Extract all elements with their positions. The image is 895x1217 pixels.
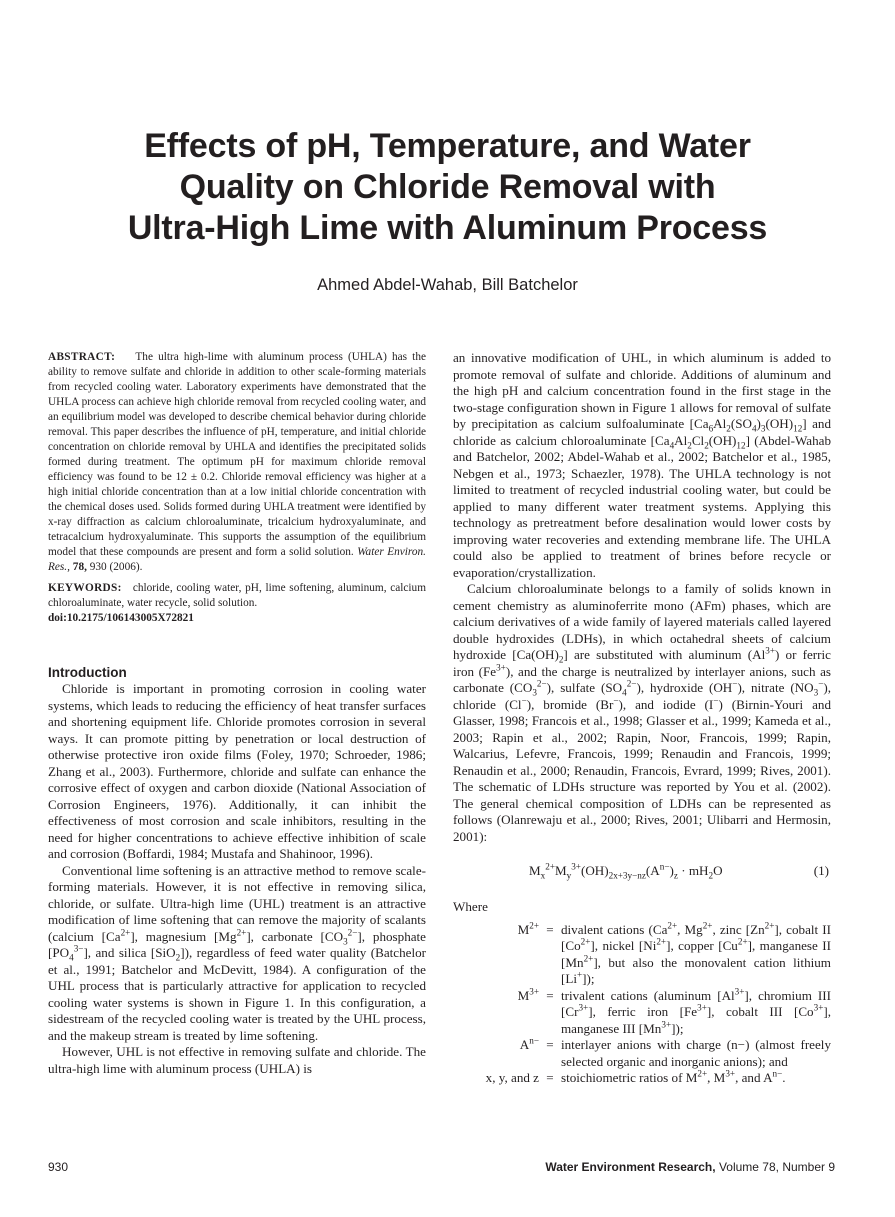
definition-symbol: $A^{n-}$ [519,1035,539,1052]
right-p2-text: ), nitrate (NO [737,680,814,695]
right-p1-text: (OH) [765,416,794,431]
intro-paragraph-1: Chloride is important in promoting corrosion in cooling water systems, which leads to reducing the efficiency of heat transfer surfaces and shortening equipment life. Chloride promotes corrosion in several ways. It can promote pitting by penetration or local destruction of otherwise protective iron oxide films (Foley, 1970; Schroeder, 1986; Zhang et al., 2003). Furthermore, chloride and sulfate can enhance the corrosive effect of oxygen and carbon dioxide (National Association of Corrosion Engineers, 1976). Additionally, it can inhibit the effectiveness of most corrosion and scale inhibitors, resulting in the need for higher concentrations to achieve effective inhibition of scale and corrosion (Boffardi, 1984; Mustafa and Shahinoor, 1996). [48,681,426,861]
equation-1 [453,863,831,883]
definition-text: stoichiometric ratios of $M^{2+}$, $M^{3+}$, and $A^{n-}$. [561,1068,786,1085]
right-p1-text: an innovative modification of UHL, in which aluminum is added to promote removal of sulfate and chloride. Additions of aluminum and the high pH and calcium concentration found in the first stage in the two-stage configuration shown in Figure 1 allows for removal of sulfate by precipitation as calcium sulfoaluminate [Ca [453,350,831,431]
equation-number: (1) [813,863,829,878]
doi: doi:10.2175/106143005X72821 [48,612,194,624]
intro-p2-text: ], carbonate [CO [246,928,344,944]
paper-title [40,126,855,249]
right-p2-text: ), sulfate (SO [546,680,623,695]
equals-sign: = [546,987,554,1003]
title-line-2: Quality on Chloride Removal with [179,168,716,206]
intro-paragraph-3: However, UHL is not effective in removing sulfate and chloride. The ultra-high lime with aluminum process (UHLA) is [48,1044,426,1076]
citation-journal: Water Environ. Res., [48,546,426,573]
definition-row [453,988,831,1038]
right-p1-text: (SO [730,416,752,431]
title-line-1: Effects of pH, Temperature, and Water [144,127,751,165]
right-p2-text: ) (Birnin-Youri and Glasser, 1998; Francois et al., 1998; Glasser et al., 1999; Kameda et al., 2003; Rapin et al., 2002; Rapin, Noor, Francois, 1999; Rapin, Walcarius, Lefevre, Francois, 1999; Renaudin and Francois, 1999; Renaudin et al., 2000; Renaudin, Francois, Evrard, 1999; Rives, 2001). The schematic of LDHs structure was reported by You et al. (2002). The general chemical composition of LDHs can be represented as follows (Olanrewaju et al., 2000; Rives, 2001; Ulibarri and Hermosin, 2001): [453,696,831,844]
keywords-label: KEYWORDS: [48,582,122,594]
intro-p2-text: ], and silica [SiO [83,945,176,960]
right-p2-text: ) or ferric iron (Fe [453,647,831,679]
definition-text: interlayer anions with charge (n−) (almost freely selected organic and inorganic anions); and [561,1037,831,1069]
right-p1-text: (OH) [708,432,737,448]
journal-issue: Volume 78, Number 9 [718,1160,835,1174]
right-paragraph-1: an innovative modification of UHL, in which aluminum is added to promote removal of sulfate and chloride. Additions of aluminum and the high pH and calcium concentration found in the first stage in the two-stage configuration shown in Figure 1 allows for removal of sulfate by precipitation as calcium sulfoaluminate $[Ca_6Al_2(SO_4)_3(OH)_{12}]$ and chloride as calcium chloroaluminate $[Ca_4Al_2Cl_2(OH)_{12}]$ (Abdel-Wahab and Batchelor, 2002; Abdel-Wahab et al., 2002; Batchelor et al., 1985, Nebgen et al., 1973; Schaezler, 1978). The UHLA technology is not limited to treatment of recycled industrial cooling water, but could be applied to many different water treatment systems. Applying this technology as pretreatment before desalination would lower costs by improving water recoveries and extending membrane life. The UHLA could also be applied to treatment of brines before recycle or evaporation/crystallization. [453,350,831,580]
citation-pages: 930 (2006). [89,561,143,573]
definition-text: divalent cations ($Ca^{2+}$, $Mg^{2+}$, zinc $[Zn^{2+}]$, cobalt II $[Co^{2+}]$, nickel $[Ni^{2+}]$, copper $[Cu^{2+}]$, manganese II $[Mn^{2+}]$, but also the monovalent cation lithium [Li+]); [561,920,831,986]
right-p2-text: ), bromide (Br [526,696,614,712]
abstract-paragraph [48,350,426,575]
definition-symbol: $M^{3+}$ [517,986,539,1003]
right-p2-text: ), and the charge is neutralized by interlayer anions, such as carbonate (CO [453,663,831,695]
journal-footer [545,1160,835,1174]
intro-p2-text: Conventional lime softening is an attractive method to remove scale-forming materials. However, it is not effective in removing silica, chloride, or sulfate. Ultra-high lime (UHL) treatment is an attractive modification of lime softening that can remove the majority of scalants (calcium [Ca [48,862,426,944]
where-label: Where [453,899,488,914]
right-p1-text: ] (Abdel-Wahab and Batchelor, 2002; Abdel-Wahab et al., 2002; Batchelor et al., 1985, Nebgen et al., 1973; Schaezler, 1978). The UHLA technology is not limited to treatment of recycled industrial cooling water, but could be applied to many different water treatment systems. Applying this technology as pretreatment before desalination would lower costs by improving water recoveries and extending membrane life. The UHLA could also be applied to treatment of brines before recycle or evaporation/crystallization. [453,432,831,580]
right-p1-text: Al [674,432,688,448]
definition-symbol: $M^{2+}$ [517,920,539,937]
right-p1-text: ) [756,416,761,431]
citation-volume: 78, [72,561,87,573]
keywords-text: chloride, cooling water, pH, lime softening, aluminum, calcium chloroaluminate, water recycle, solid solution. [48,582,426,609]
right-p1-text: Cl [691,432,705,448]
author-list: Ahmed Abdel-Wahab, Bill Batchelor [317,276,578,294]
definition-symbol: x, y, and z [485,1070,539,1085]
equals-sign: = [546,1037,554,1052]
introduction-section [48,664,426,1077]
right-p2-text: ] are substituted with aluminum (Al [563,647,766,662]
intro-p2-text: ], phosphate [PO [48,928,426,960]
definition-row [453,1037,831,1070]
title-line-3: Ultra-High Lime with Aluminum Process [127,209,768,247]
intro-p2-text: ], magnesium [Mg [130,928,237,944]
abstract-text: The ultra high-lime with aluminum process (UHLA) has the ability to remove sulfate and chloride in addition to other scale-forming materials from recycled cooling water. Laboratory experiments have demonstrated that the UHLA process can achieve high chloride removal from recycled cooling water, and an equilibrium model was developed to describe chemical behavior during chloride removal. This paper describes the influence of pH, temperature, and initial chloride concentration on chloride removal by UHLA and identifies the precipitated solids formed during treatment. The optimum pH for maximum chloride removal efficiency was found to be 12 ± 0.2. Chloride removal efficiency was higher at a high initial chloride concentration than at a low initial chloride concentration with the chemical doses used. Solids formed during UHLA treatment were identified by x-ray diffraction as calcium chloroaluminate, tricalcium hydroxyaluminate, and tetracalcium hydroxyaluminate. This supports the assumption of the equilibrium model that these compounds are present and form a solid solution. [48,351,426,558]
equals-sign: = [546,921,554,937]
equals-sign: = [546,1070,554,1085]
right-p2-text: ), hydroxide (OH [636,680,733,695]
abstract-block [48,350,426,626]
right-column [453,350,831,1087]
keywords-paragraph [48,581,426,611]
intro-p2-text: ]), regardless of feed water quality (Batchelor et al., 1991; Batchelor and McDevitt, 1984). A configuration of the UHL process that is particularly attractive for application to recycled cooling water systems is shown in Figure 1. In this configuration, a sidestream of the recycled cooling water is treated by the UHL process, and the makeup stream is treated by lime softening. [48,945,426,1043]
right-p2-text: Calcium chloroaluminate belongs to a family of solids known in cement chemistry as aluminoferrite mono (AFm) phases, which are calcium derivatives of a wide family of layered materials called layered double hydroxides (LDHs), in which octahedral sheets of calcium hydroxide [Ca(OH) [453,581,831,662]
abstract-label: ABSTRACT: [48,351,116,363]
left-column [48,350,426,1077]
right-p1-text: Al [713,416,727,431]
equation-expression: $M_x^{2+}M_y^{3+}(OH)_{2x+3y-nz}(A^{n-})_z \cdot mH_2O$ [529,861,723,881]
right-p2-text: ), and iodide (I [618,696,714,712]
right-p1-text: ] and chloride as calcium chloroaluminate [Ca [453,416,831,448]
introduction-heading: Introduction [48,665,127,680]
journal-name: Water Environment Research, [545,1160,716,1174]
page-number: 930 [48,1160,69,1174]
variable-definitions [453,922,831,1087]
definition-row [453,1070,831,1087]
definition-row [453,922,831,988]
right-paragraph-2: Calcium chloroaluminate belongs to a family of solids known in cement chemistry as aluminoferrite mono (AFm) phases, which are calcium derivatives of a wide family of layered materials called layered double hydroxides (LDHs), in which octahedral sheets of calcium hydroxide $[Ca(OH)_2]$ are substituted with aluminum $(Al^{3+})$ or ferric iron $(Fe^{3+})$, and the charge is neutralized by interlayer anions, such as carbonate $(CO_3^{2-})$, sulfate $(SO_4^{2-})$, hydroxide (OH−), nitrate $(NO_3^-)$, chloride (Cl−), bromide (Br−), and iodide (I−) (Birnin-Youri and Glasser, 1998; Francois et al., 1998; Glasser et al., 1999; Kameda et al., 2003; Rapin et al., 2002; Rapin, Noor, Francois, 1999; Rapin, Walcarius, Lefevre, Francois, 1999; Renaudin and Francois, 1999; Renaudin et al., 2000; Renaudin, Francois, Evrard, 1999; Rives, 2001). The schematic of LDHs structure was reported by You et al. (2002). The general chemical composition of LDHs can be represented as follows (Olanrewaju et al., 2000; Rives, 2001; Ulibarri and Hermosin, 2001): [453,581,831,844]
right-p2-text: ), chloride (Cl [453,680,831,712]
intro-paragraph-2: Conventional lime softening is an attractive method to remove scale-forming materials. However, it is not effective in removing silica, chloride, or sulfate. Ultra-high lime (UHL) treatment is an attractive modification of lime softening that can remove the majority of scalants (calcium $[Ca^{2+}]$, magnesium $[Mg^{2+}]$, carbonate $[CO_3^{2-}]$, phosphate $[PO_4^{3-}]$, and silica [SiO$_2$]), regardless of feed water quality (Batchelor et al., 1991; Batchelor and McDevitt, 1984). A configuration of the UHL process that is particularly attractive for application to recycled cooling water systems is shown in Figure 1. In this configuration, a sidestream of the recycled cooling water is treated by the UHL process, and the makeup stream is treated by lime softening. [48,862,426,1043]
definition-text: trivalent cations (aluminum $[Al^{3+}]$, chromium III $[Cr^{3+}]$, ferric iron $[Fe^{3+}]$, cobalt III $[Co^{3+}]$, manganese III $[Mn^{3+}]$); [561,986,831,1036]
